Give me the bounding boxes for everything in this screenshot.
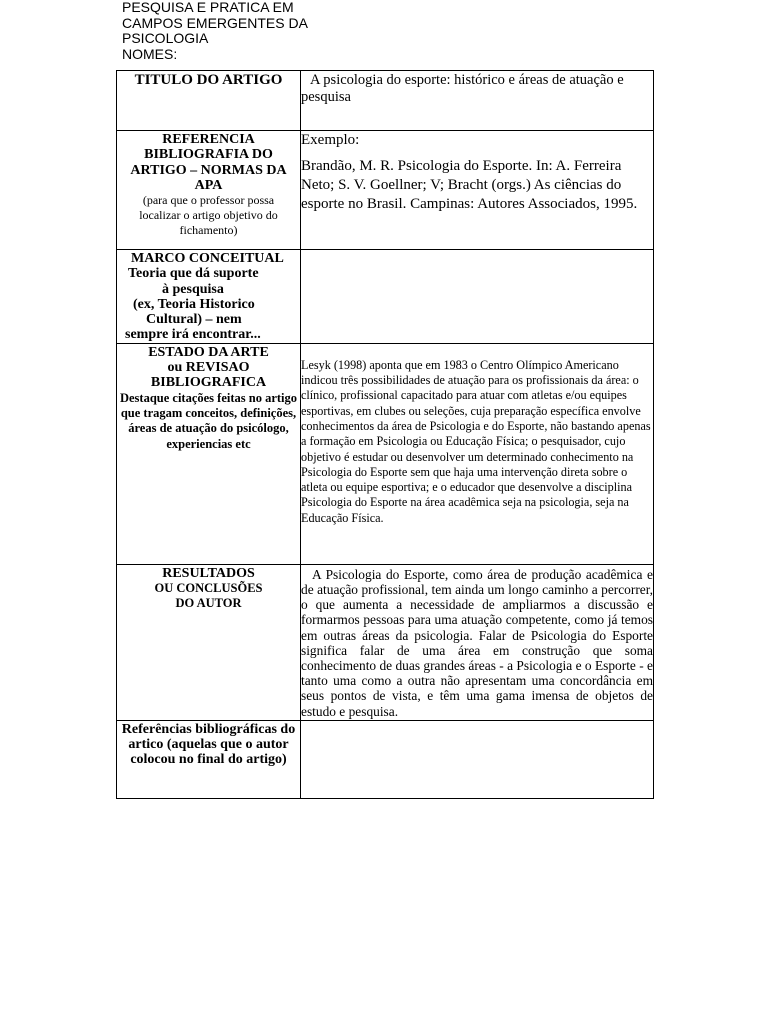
resultados-label-title: RESULTADOS (162, 565, 255, 581)
titulo-value: A psicologia do esporte: histórico e áreas de atuação e pesquisa (301, 72, 624, 105)
row-marco (117, 250, 654, 344)
estado-value: Lesyk (1998) aponta que em 1983 o Centro Olímpico Americano indicou três possibilidades de atuação para os profissionais da área: o clínico, profissional capacitado para atuar com atletas e/ou equipes esportivas, em clubes ou seleções, cuja preparação específica envolve conhecimentos da área de Psicologia e do Esporte, não bastando apenas a formação em Psicologia ou Educação Física; o pesquisador, cujo objetivo é estudar ou desenvolver um determinado conhecimento na Psicologia do Esporte sem que haja uma intervenção direta sobre o atleta ou equipe esportiva; e o educador que desenvolve a disciplina Psicologia do Esporte na área acadêmica seja na psicologia, seja na Educação Física. (301, 357, 651, 525)
referencia-label-cell (117, 131, 301, 250)
referencias-finais-label-cell (117, 720, 301, 798)
marco-label-line-4: Cultural) – nem (146, 312, 242, 328)
names-label: NOMES: (122, 45, 178, 62)
referencias-finais-label: Referências bibliográficas do artico (aquelas que o autor colocou no final do artigo) (121, 721, 296, 768)
titulo-label-cell (117, 71, 301, 131)
referencia-label: REFERENCIA BIBLIOGRAFIA DO ARTIGO – NORMAS DA APA (130, 132, 287, 193)
resultados-value-cell[interactable] (301, 564, 654, 720)
estado-label-cell (117, 343, 301, 564)
document-header (122, 0, 352, 62)
row-referencias-finais (117, 720, 654, 798)
estado-label-title: ESTADO DA ARTE ou REVISAO BIBLIOGRAFICA (148, 344, 269, 391)
marco-label-title: MARCO CONCEITUAL (131, 251, 284, 266)
referencia-value-cell[interactable] (301, 131, 654, 250)
course-title-line-3: PSICOLOGIA (122, 30, 209, 46)
marco-label-line-2: à pesquisa (162, 281, 224, 297)
row-estado (117, 343, 654, 564)
referencias-finais-value-cell[interactable] (301, 720, 654, 798)
marco-label-line-1: Teoria que dá suporte (128, 266, 259, 282)
example-underline (361, 131, 653, 132)
estado-label-desc: Destaque citações feitas no artigo que tragam conceitos, definições, áreas de atuação do psicólogo, experiencias etc (119, 390, 298, 451)
course-title-line-1: PESQUISA E PRATICA EM (122, 0, 294, 15)
row-resultados (117, 564, 654, 720)
referencia-note: (para que o professor possa localizar o artigo objetivo do fichamento) (139, 193, 278, 238)
resultados-label-sub: OU CONCLUSÕES DO AUTOR (154, 581, 263, 611)
marco-label-cell (117, 250, 301, 344)
row-referencia (117, 131, 654, 250)
titulo-label: TITULO DO ARTIGO (134, 72, 283, 88)
titulo-value-cell[interactable] (301, 71, 654, 131)
resultados-label-cell (117, 564, 301, 720)
resultados-value: A Psicologia do Esporte, como área de produção acadêmica e de atuação profissional, tem ainda um longo caminho a percorrer, o que aumenta a necessidade de ampliarmos a discussão e formarmos pessoas para uma atuação competente, como já temos em outras áreas da psicologia. Falar de Psicologia do Esporte significa falar de uma área em construção que soma conhecimento de duas grandes áreas - a Psicologia e o Esporte - e tanto uma como a outra não apresentam uma concordância em seus pontos de vista, e têm uma gama imensa de objetos de estudo e pesquisa. (301, 566, 653, 719)
course-title-line-2: CAMPOS EMERGENTES DA (122, 14, 308, 31)
marco-label-line-3: (ex, Teoria Historico (133, 296, 255, 312)
row-titulo (117, 71, 654, 131)
estado-value-cell[interactable] (301, 343, 654, 564)
example-label: Exemplo: (301, 132, 360, 148)
fichamento-table (116, 70, 654, 799)
marco-value-cell[interactable] (301, 250, 654, 344)
referencia-value: Brandão, M. R. Psicologia do Esporte. In: A. Ferreira Neto; S. V. Goellner; V; Bracht (orgs.) As ciências do esporte no Brasil. Campinas: Autores Associados, 1995. (301, 158, 638, 212)
marco-label-line-5: sempre irá encontrar... (125, 327, 261, 343)
